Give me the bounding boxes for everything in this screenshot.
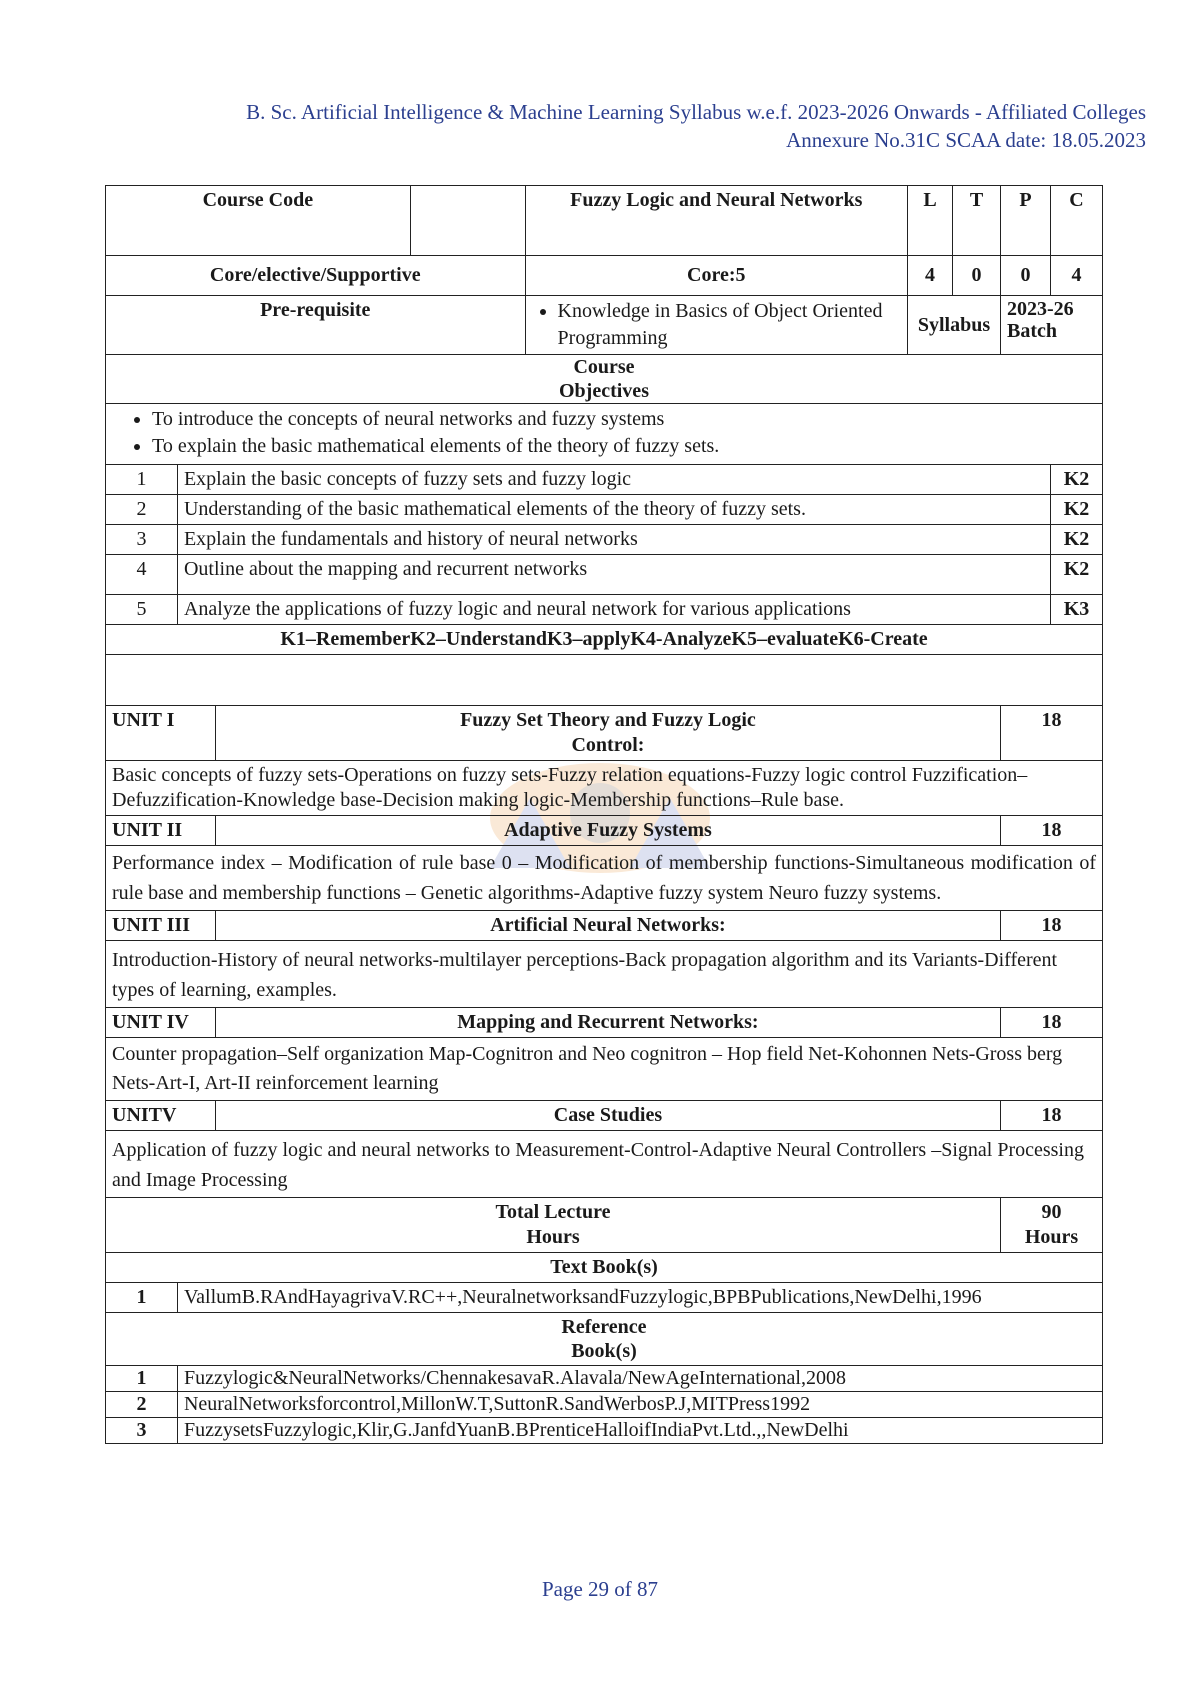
reference-book-number: 1 <box>106 1366 178 1392</box>
total-value: 90 Hours <box>1024 1201 1079 1248</box>
unit-content-row <box>106 1038 1103 1101</box>
outcome-number: 1 <box>106 465 178 495</box>
unit-hours: 18 <box>1000 706 1102 761</box>
course-code-label: Course Code <box>106 186 411 256</box>
objectives-list <box>112 406 1096 460</box>
outcome-text: Outline about the mapping and recurrent networks <box>177 555 1050 595</box>
k-levels-row <box>106 625 1103 655</box>
unit-label: UNIT I <box>106 706 216 761</box>
course-type-row <box>106 256 1103 296</box>
unit-content-row <box>106 761 1103 816</box>
text-books-heading-row <box>106 1253 1103 1283</box>
ltpc-value-p: 0 <box>1000 256 1050 296</box>
reference-books-heading-row <box>106 1313 1103 1366</box>
syllabus-table-wrapper <box>105 185 1103 1444</box>
unit-title: Mapping and Recurrent Networks: <box>215 1008 1000 1038</box>
reference-book-citation: Fuzzylogic&NeuralNetworks/ChennakesavaR.Alavala/NewAgeInternational,2008 <box>177 1366 1102 1392</box>
unit-content: Counter propagation–Self organization Map-Cognitron and Neo cognitron – Hop field Net-Kohonnen Nets-Gross berg Nets-Art-I, Art-II reinforcement learning <box>106 1038 1103 1101</box>
unit-title: Adaptive Fuzzy Systems <box>215 816 1000 846</box>
outcome-number: 5 <box>106 595 178 625</box>
outcome-level: K3 <box>1050 595 1102 625</box>
unit-content-row <box>106 941 1103 1008</box>
prerequisite-item: • Knowledge in Basics of Object Oriented Programming <box>558 298 901 352</box>
total-hours-row <box>106 1198 1103 1253</box>
outcome-row <box>106 595 1103 625</box>
outcome-text: Analyze the applications of fuzzy logic and neural network for various applications <box>177 595 1050 625</box>
objective-item: • To explain the basic mathematical elements of the theory of fuzzy sets. <box>152 433 1096 460</box>
unit-label: UNIT II <box>106 816 216 846</box>
unit-content-row <box>106 1131 1103 1198</box>
outcome-text: Explain the basic concepts of fuzzy sets and fuzzy logic <box>177 465 1050 495</box>
ltpc-header-c: C <box>1050 186 1102 256</box>
outcome-text: Understanding of the basic mathematical elements of the theory of fuzzy sets. <box>177 495 1050 525</box>
objectives-list-row <box>106 404 1103 465</box>
course-title: Fuzzy Logic and Neural Networks <box>525 186 907 256</box>
unit-label: UNITV <box>106 1101 216 1131</box>
reference-book-citation: NeuralNetworksforcontrol,MillonW.T,SuttonR.SandWerbosP.J,MITPress1992 <box>177 1392 1102 1418</box>
outcome-level: K2 <box>1050 555 1102 595</box>
prerequisite-value <box>525 296 907 355</box>
unit-header-row <box>106 816 1103 846</box>
objective-item: • To introduce the concepts of neural networks and fuzzy systems <box>152 406 1096 433</box>
unit-content: Performance index – Modification of rule base 0 – Modification of membership functions-Simultaneous modification of rule base and membership functions – Genetic algorithms-Adaptive fuzzy system Neuro fuzzy systems. <box>106 846 1103 911</box>
header-title: B. Sc. Artificial Intelligence & Machine Learning Syllabus w.e.f. 2023-2026 Onwards - Affiliated Colleges <box>246 100 1146 124</box>
course-type-label: Core/elective/Supportive <box>106 256 526 296</box>
text-book-number: 1 <box>106 1283 178 1313</box>
batch-label: 2023-26 Batch <box>1000 296 1102 355</box>
syllabus-label: Syllabus <box>908 296 1001 355</box>
text-book-row <box>106 1283 1103 1313</box>
ltpc-header-p: P <box>1000 186 1050 256</box>
outcome-text: Explain the fundamentals and history of neural networks <box>177 525 1050 555</box>
page-header <box>246 98 1146 154</box>
course-type-value: Core:5 <box>525 256 907 296</box>
unit-hours: 18 <box>1000 1101 1102 1131</box>
ltpc-value-l: 4 <box>908 256 953 296</box>
outcome-level: K2 <box>1050 495 1102 525</box>
outcome-number: 2 <box>106 495 178 525</box>
unit-label: UNIT III <box>106 911 216 941</box>
reference-book-row <box>106 1366 1103 1392</box>
unit-header-row <box>106 706 1103 761</box>
prerequisite-row <box>106 296 1103 355</box>
objectives-heading-row <box>106 355 1103 404</box>
reference-book-row <box>106 1392 1103 1418</box>
outcome-row <box>106 555 1103 595</box>
reference-books-heading: Reference Book(s) <box>561 1316 647 1362</box>
header-annexure: Annexure No.31C SCAA date: 18.05.2023 <box>786 128 1146 152</box>
unit-hours: 18 <box>1000 1008 1102 1038</box>
unit-header-row <box>106 1008 1103 1038</box>
outcome-row <box>106 465 1103 495</box>
unit-hours: 18 <box>1000 911 1102 941</box>
unit-content: Application of fuzzy logic and neural networks to Measurement-Control-Adaptive Neural Controllers –Signal Processing and Image Processing <box>106 1131 1103 1198</box>
unit-title: Artificial Neural Networks: <box>215 911 1000 941</box>
spacer-row <box>106 655 1103 706</box>
ltpc-header-l: L <box>908 186 953 256</box>
reference-book-citation: FuzzysetsFuzzylogic,Klir,G.JanfdYuanB.BPrenticeHalloifIndiaPvt.Ltd.,,NewDelhi <box>177 1418 1102 1444</box>
total-value-cell <box>1000 1198 1102 1253</box>
unit-title: Case Studies <box>215 1101 1000 1131</box>
total-label: Total Lecture Hours <box>495 1201 611 1248</box>
unit-title <box>215 706 1000 761</box>
ltpc-value-t: 0 <box>953 256 1001 296</box>
page-number: Page 29 of 87 <box>541 1577 659 1601</box>
syllabus-table <box>105 185 1103 1444</box>
unit-header-row <box>106 1101 1103 1131</box>
outcome-row <box>106 525 1103 555</box>
unit-content: Introduction-History of neural networks-multilayer perceptions-Back propagation algorithm and its Variants-Different types of learning, examples. <box>106 941 1103 1008</box>
outcome-number: 4 <box>106 555 178 595</box>
prerequisite-label: Pre-requisite <box>106 296 526 355</box>
unit-content-row <box>106 846 1103 911</box>
unit-hours: 18 <box>1000 816 1102 846</box>
outcome-level: K2 <box>1050 525 1102 555</box>
outcome-row <box>106 495 1103 525</box>
course-code-value <box>410 186 525 256</box>
reference-books-heading-cell <box>106 1313 1103 1366</box>
ltpc-header-t: T <box>953 186 1001 256</box>
unit-title-text: Fuzzy Set Theory and Fuzzy Logic Control: <box>460 709 756 756</box>
reference-book-row <box>106 1418 1103 1444</box>
k-levels-legend: K1–RememberK2–UnderstandK3–applyK4-AnalyzeK5–evaluateK6-Create <box>106 625 1103 655</box>
unit-label: UNIT IV <box>106 1008 216 1038</box>
total-label-cell <box>106 1198 1001 1253</box>
reference-book-number: 2 <box>106 1392 178 1418</box>
reference-book-number: 3 <box>106 1418 178 1444</box>
text-book-citation: VallumB.RAndHayagrivaV.RC++,NeuralnetworksandFuzzylogic,BPBPublications,NewDelhi,1996 <box>177 1283 1102 1313</box>
text-books-heading: Text Book(s) <box>106 1253 1103 1283</box>
outcome-level: K2 <box>1050 465 1102 495</box>
objectives-heading: Course Objectives <box>559 356 649 402</box>
unit-content: Basic concepts of fuzzy sets-Operations on fuzzy sets-Fuzzy relation equations-Fuzzy logic control Fuzzification–Defuzzification-Knowledge base-Decision making logic-Membership functions–Rule base. <box>106 761 1103 816</box>
course-code-row <box>106 186 1103 256</box>
ltpc-value-c: 4 <box>1050 256 1102 296</box>
unit-header-row <box>106 911 1103 941</box>
outcome-number: 3 <box>106 525 178 555</box>
